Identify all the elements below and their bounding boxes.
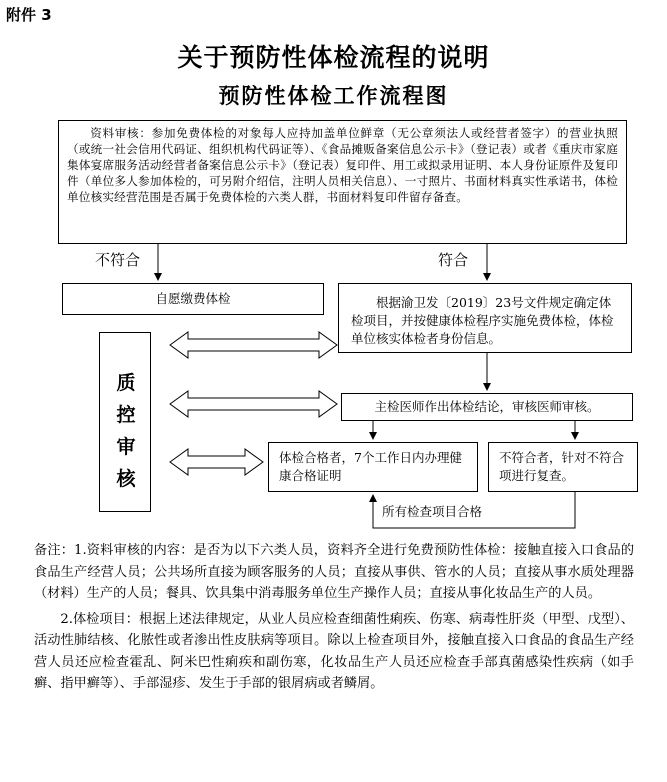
double-arrow-middle <box>170 391 337 417</box>
match-label: 符合 <box>438 251 469 269</box>
double-arrow-top <box>170 332 337 358</box>
fail-box: 不符合者，针对不符合项进行复查。 <box>488 442 638 492</box>
page-title: 关于预防性体检流程的说明 <box>177 43 490 72</box>
quality-control-box <box>99 332 151 512</box>
note-2: 2.体检项目：根据上述法律规定，从业人员应检查细菌性痢疾、伤寒、病毒性肝炎（甲型、戊型）、活动性肺结核、化脓性或者渗出性皮肤病等项目。除以上检查项目外，接触直接入口食品的食品生产经营人员还应检查霍乱、阿米巴性痢疾和副伤寒，化妆品生产人员还应检查手部真菌感染性疾病（如手癣、指甲癣等）、手部湿疹、发生于手部的银屑病或者鳞屑。 <box>34 611 634 691</box>
flowchart-title: 预防性体检工作流程图 <box>218 83 449 108</box>
pass-box: 体检合格者，7个工作日内办理健康合格证明 <box>268 442 478 492</box>
regulation-box: 根据渝卫发〔2019〕23号文件规定确定体检项目，并按健康体检程序实施免费体检，体检单位核实体检者身份信息。 <box>338 283 632 353</box>
notes-section <box>34 540 634 695</box>
double-arrow-bottom <box>170 449 263 475</box>
self-pay-box: 自愿缴费体检 <box>62 283 324 315</box>
all-pass-label: 所有检查项目合格 <box>382 504 483 519</box>
note-1: 备注：1.资料审核的内容：是否为以下六类人员，资料齐全进行免费预防性体检：接触直接入口食品的食品生产经营人员；公共场所直接为顾客服务的人员；直接从事供、管水的人员；直接从事水质处理器（材料）生产的人员；餐具、饮具集中消毒服务单位生产操作人员；直接从事化妆品生产的人员。 <box>34 543 635 601</box>
conclusion-box: 主检医师作出体检结论，审核医师审核。 <box>341 393 633 421</box>
attachment-label: 附件 3 <box>6 6 52 24</box>
not-match-label: 不符合 <box>95 251 141 269</box>
review-box: 资料审核：参加免费体检的对象每人应持加盖单位鲜章（无公章须法人或经营者签字）的营业执照（或统一社会信用代码证、组织机构代码证等）、《食品摊贩备案信息公示卡》（登记表）或者《重庆市家庭集体宴席服务活动经营者备案信息公示卡》（登记表）复印件、用工或拟录用证明、本人身份证原件及复印件（单位多人参加体检的，可另附介绍信，注明人员相关信息）、一寸照片、书面材料真实性承诺书，体检单位核实经营范围是否属于免费体检的六类人群，书面材料复印件留存备查。 <box>58 120 627 244</box>
quality-control-label: 质 控 审 核 <box>116 372 136 490</box>
